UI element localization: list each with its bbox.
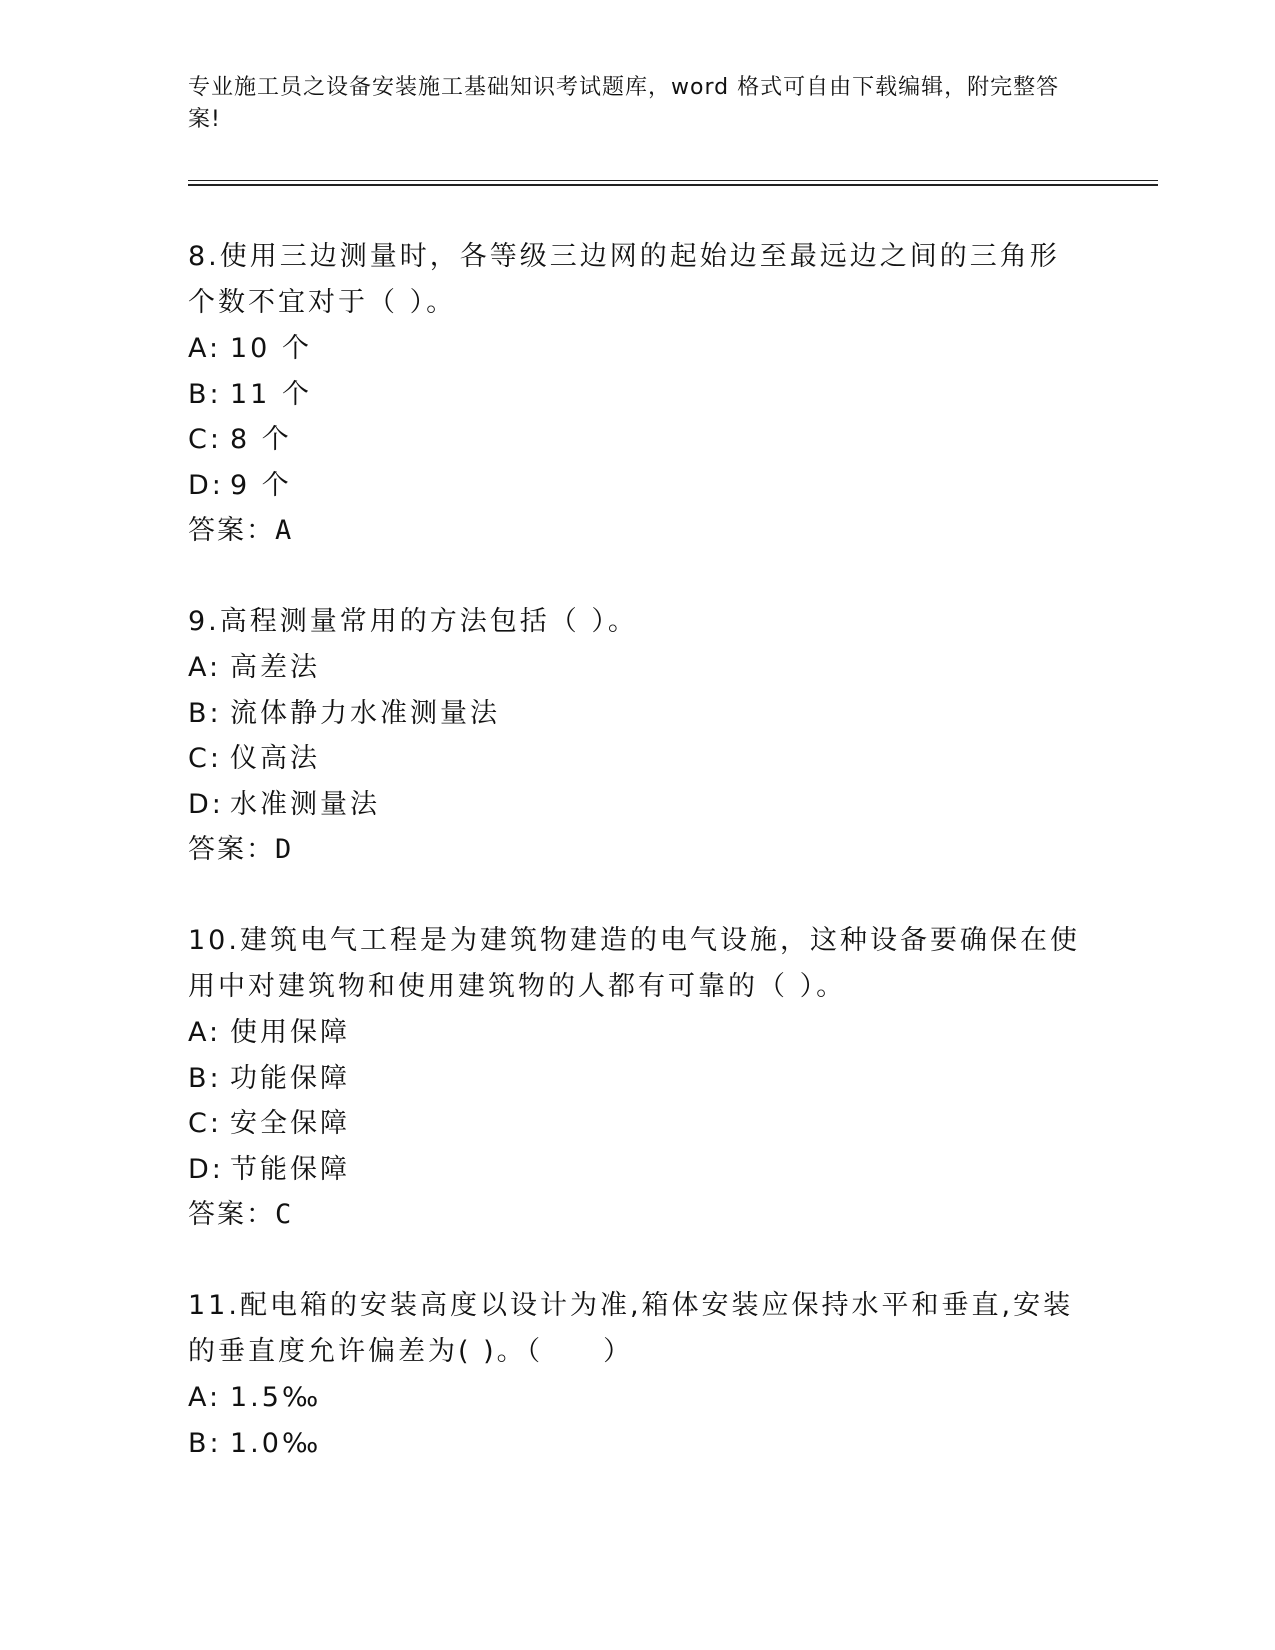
option-letter: A: (188, 1382, 222, 1413)
question-text: 10.建筑电气工程是为建筑物建造的电气设施，这种设备要确保在使用中对建筑物和使用建筑物的人都有可靠的（ ）。 (188, 925, 1080, 1002)
option-text: 9 个 (230, 469, 292, 501)
answer-value: D (275, 834, 292, 865)
option-b (188, 691, 1088, 737)
option-a (188, 645, 1088, 691)
option-letter: C: (188, 1108, 222, 1139)
option-text: 功能保障 (230, 1062, 350, 1094)
answer-line (188, 827, 1088, 873)
option-text: 流体静力水准测量法 (230, 697, 500, 729)
option-a (188, 1375, 1088, 1421)
option-a (188, 326, 1088, 372)
header-double-rule (188, 180, 1158, 186)
option-letter: C: (188, 743, 222, 774)
option-d (188, 782, 1088, 828)
option-text: 节能保障 (230, 1153, 350, 1185)
option-letter: B: (188, 697, 222, 729)
option-text: 安全保障 (230, 1108, 350, 1139)
question-text: 11.配电箱的安装高度以设计为准,箱体安装应保持水平和垂直,安装的垂直度允许偏差为( )。（ ） (188, 1290, 1074, 1367)
option-b (188, 1421, 1088, 1467)
answer-line (188, 1192, 1088, 1238)
option-d (188, 463, 1088, 509)
answer-line (188, 508, 1088, 554)
question-text: 9.高程测量常用的方法包括（ ）。 (188, 606, 638, 637)
option-letter: C: (188, 424, 222, 455)
option-letter: B: (188, 1062, 222, 1094)
option-c (188, 1101, 1088, 1147)
option-text: 仪高法 (230, 743, 320, 774)
option-text: 1.0‰ (230, 1427, 322, 1459)
option-letter: D: (188, 788, 224, 820)
question-list (188, 234, 1088, 1511)
answer-label: 答案： (188, 1199, 275, 1230)
option-text: 水准测量法 (230, 788, 380, 820)
answer-value: C (275, 1199, 292, 1230)
option-b (188, 1056, 1088, 1102)
option-letter: A: (188, 652, 222, 683)
option-letter: B: (188, 1427, 222, 1459)
option-b (188, 372, 1088, 418)
answer-label: 答案： (188, 834, 275, 865)
option-letter: D: (188, 1153, 224, 1185)
header-title: 专业施工员之设备安装施工基础知识考试题库，word 格式可自由下载编辑，附完整答案! (188, 75, 1060, 132)
option-letter: A: (188, 333, 222, 364)
option-c (188, 417, 1088, 463)
question-11 (188, 1283, 1088, 1466)
question-text: 8.使用三边测量时，各等级三边网的起始边至最远边之间的三角形个数不宜对于（ ）。 (188, 241, 1060, 318)
option-text: 高差法 (230, 652, 320, 683)
option-c (188, 736, 1088, 782)
option-d (188, 1147, 1088, 1193)
option-letter: A: (188, 1017, 222, 1048)
option-text: 8 个 (230, 424, 292, 455)
document-header (188, 72, 1068, 136)
option-text: 11 个 (230, 378, 312, 410)
option-text: 1.5‰ (230, 1382, 322, 1413)
answer-value: A (275, 515, 292, 546)
option-letter: B: (188, 378, 222, 410)
option-text: 10 个 (230, 333, 312, 364)
answer-label: 答案： (188, 515, 275, 546)
option-text: 使用保障 (230, 1017, 350, 1048)
option-a (188, 1010, 1088, 1056)
option-letter: D: (188, 469, 224, 501)
question-8 (188, 234, 1088, 554)
question-10 (188, 918, 1088, 1238)
question-9 (188, 599, 1088, 873)
